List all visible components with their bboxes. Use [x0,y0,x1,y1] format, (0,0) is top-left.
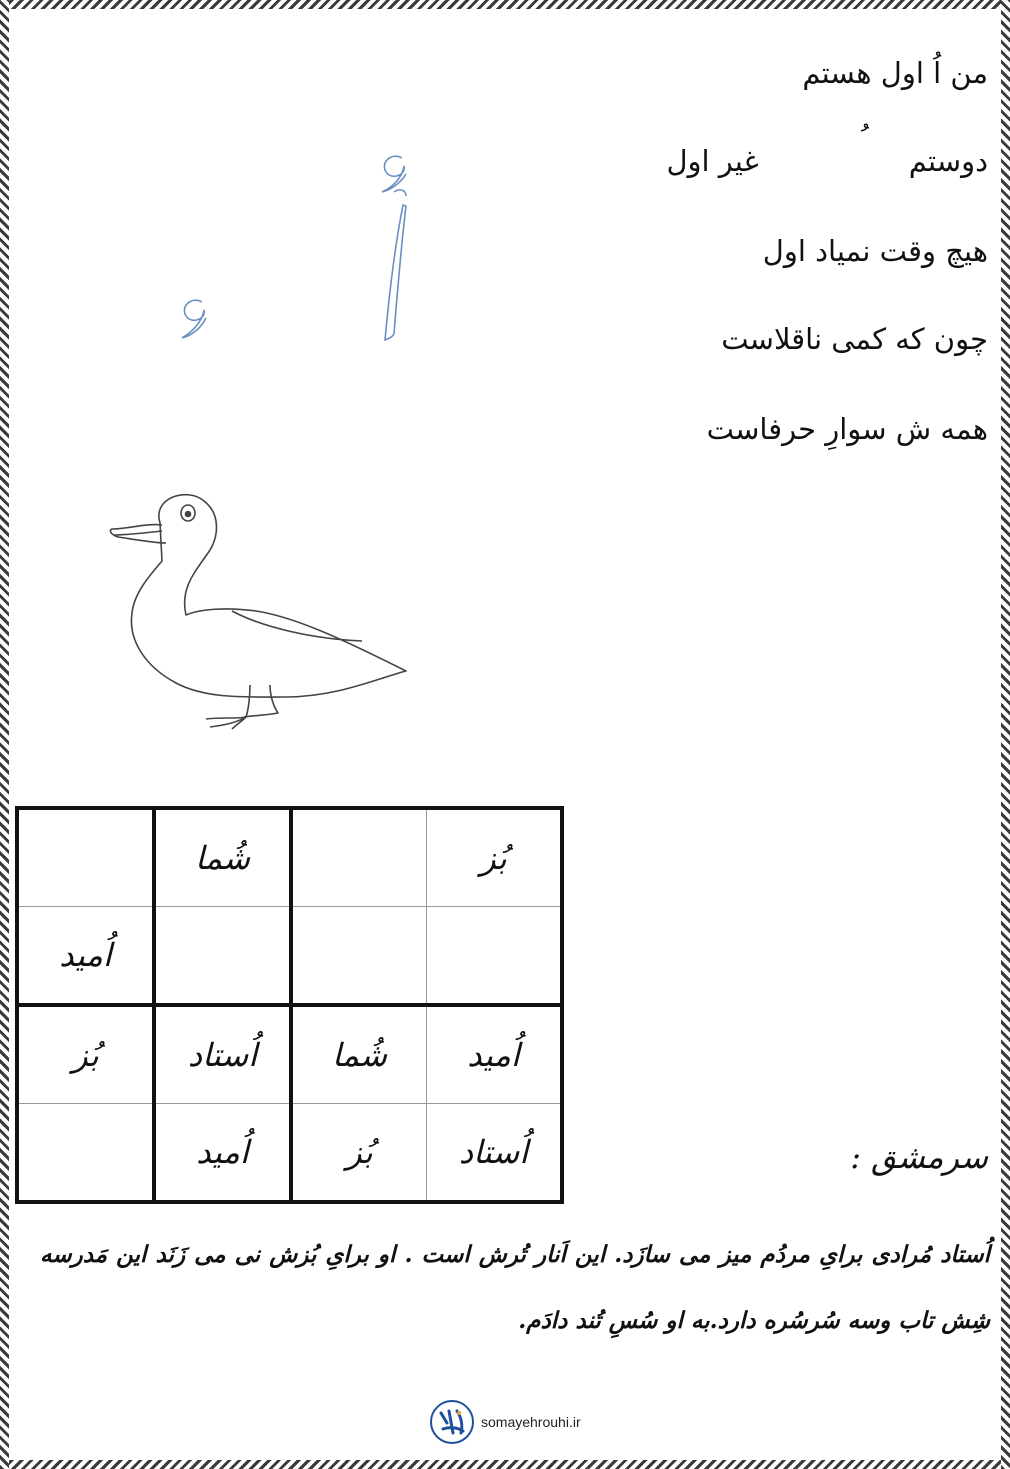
dictation-paragraph: اُستاد مُرادی برایِ مردُم میز می سازَد. این اَنار تُرش است . او برایِ بُزش نی می زَنَد این مَدرسه شِش تاب وسه سُرسُره دارد.به او سُسِ تُند دادَم. [40,1241,990,1334]
top-border [0,0,1010,9]
alef-icon [385,205,406,340]
alef-hamza-icon [394,190,406,196]
grid-cell [427,907,563,1006]
grid-cell [17,808,154,907]
poem-line-2-b: غیر اول [666,144,759,178]
grid-cell: اُمید [427,1005,563,1104]
grid-cell [154,907,291,1006]
grid-cell: شُما [291,1005,427,1104]
poem-line-4: چون که کمی ناقلاست [721,322,988,356]
word-grid [15,806,564,1204]
site-logo-icon [429,1399,475,1445]
grid-cell: بُز [17,1005,154,1104]
left-border [0,0,9,1469]
poem-line-2-a: دوستم [908,144,988,178]
poem-line-1: من اُ اول هستم [802,56,988,90]
bottom-border [0,1460,1010,1469]
sarmashq-label: سرمشق : [850,1138,988,1176]
poem-line-3: هیچ وقت نمیاد اول [762,234,988,268]
grid-row [17,1005,562,1104]
grid-row [17,1104,562,1203]
duck-illustration [100,485,420,730]
grid-cell: شُما [154,808,291,907]
grid-cell: بُز [291,1104,427,1203]
grid-row [17,808,562,907]
grid-cell: اُمید [154,1104,291,1203]
right-border [1001,0,1010,1469]
poem-line-2 [666,144,988,178]
grid-cell [291,907,427,1006]
site-url[interactable]: somayehrouhi.ir [481,1414,581,1430]
grid-row [17,907,562,1006]
grid-cell: بُز [427,808,563,907]
grid-cell [17,1104,154,1203]
poem-line-5: همه ش سوارِ حرفاست [706,412,988,446]
grid-cell: اُستاد [427,1104,563,1203]
grid-cell [291,808,427,907]
vav-top-icon [382,156,406,192]
grid-cell: اُستاد [154,1005,291,1104]
letter-outlines [150,130,430,360]
grid-cell: اُمید [17,907,154,1006]
footer [429,1398,581,1446]
vav-bottom-icon [182,300,206,338]
